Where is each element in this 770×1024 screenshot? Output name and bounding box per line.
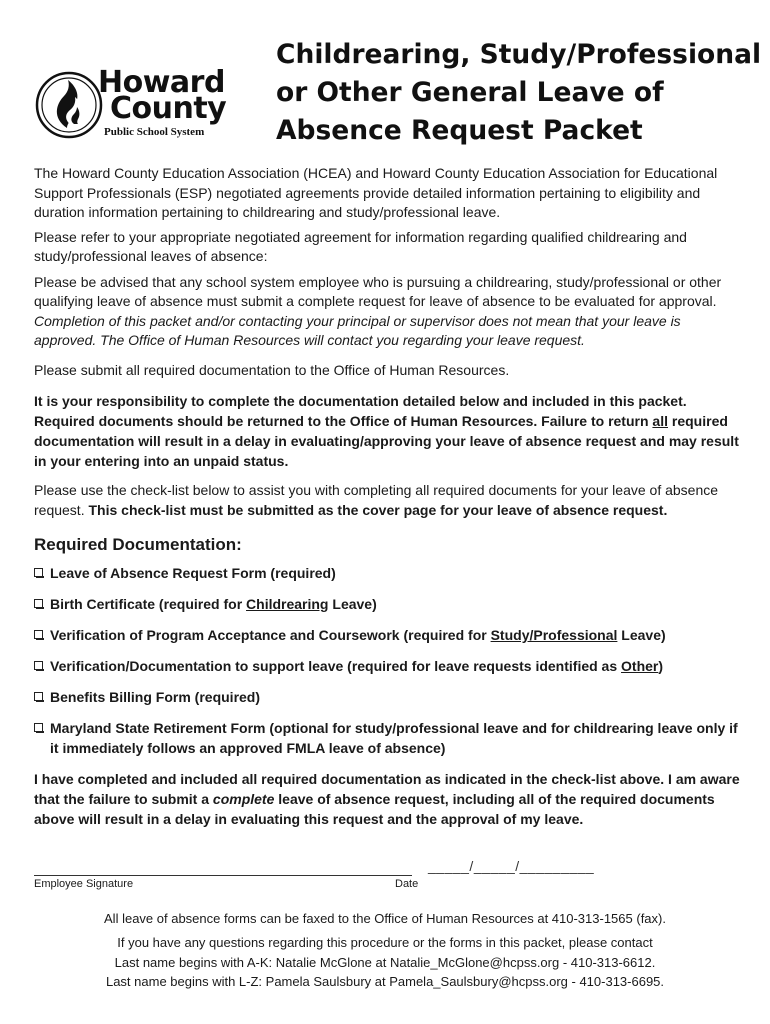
checkbox-icon[interactable]: [34, 692, 43, 701]
checklist-item[interactable]: [34, 656, 746, 676]
intro-paragraph-agreements: The Howard County Education Association (HCEA) and Howard County Education Association for Educational Support Professionals (ESP) negotiated agreements provide detailed information pertaining to eligibility and duration information pertaining to childrearing and study/professional leave.: [34, 165, 718, 220]
checkbox-icon[interactable]: [34, 661, 43, 670]
logo-subtitle: Public School System: [104, 126, 205, 138]
fax-instructions: All leave of absence forms can be faxed to the Office of Human Resources at 410-313-1565 (fax).: [104, 911, 666, 926]
acknowledgement-statement: [34, 769, 746, 829]
checklist-item-underlined: Other: [621, 658, 659, 674]
required-documents-checklist: [34, 563, 746, 758]
checklist-item-text-end: Leave): [617, 627, 666, 643]
responsibility-paragraph: [34, 391, 746, 471]
checklist-item-text: Maryland State Retirement Form (optional for study/professional leave and for childrearing leave only if it immediately follows an approved FMLA leave of absence): [50, 720, 738, 756]
logo-wordmark-howard: Howard: [98, 65, 225, 100]
checklist-item-text: Verification of Program Acceptance and Coursework (required for: [50, 627, 491, 643]
checklist-item-text-end: ): [658, 658, 664, 674]
contact-intro: If you have any questions regarding this procedure or the forms in this packet, please contact: [117, 935, 653, 950]
intro-paragraph-submit: Please submit all required documentation to the Office of Human Resources.: [34, 361, 510, 378]
checklist-item-text: Leave of Absence Request Form (required): [50, 565, 336, 581]
title-line: Childrearing, Study/Professional: [276, 39, 762, 70]
advised-text: Please be advised that any school system employee who is pursuing a childrearing, study/professional or other qualifying leave of absence must submit a complete request for leave of absence to be evaluated for approval.: [34, 273, 722, 309]
checkbox-icon[interactable]: [34, 630, 43, 639]
title-line: or Other General Leave of: [276, 77, 664, 108]
checklist-item-underlined: Study/Professional: [490, 627, 618, 643]
responsibility-underlined-all: all: [652, 413, 668, 429]
logo-wordmark-county: County: [110, 91, 227, 126]
acknowledgement-italic-complete: complete: [212, 791, 275, 807]
checklist-item[interactable]: [34, 718, 746, 758]
acknowledgement-text-after: leave of absence request, including all of the required documents above will result in a delay in evaluating this request and the approval of my leave.: [34, 791, 715, 827]
employee-signature-line[interactable]: [34, 875, 412, 876]
checklist-item-text: Birth Certificate (required for: [50, 596, 247, 612]
intro-paragraph-refer: Please refer to your appropriate negotiated agreement for information regarding qualified childrearing and study/professional leaves of absence:: [34, 228, 687, 264]
responsibility-text-after: required documentation will result in a delay in evaluating/approving your leave of absence request and may result in your entering into an unpaid status.: [34, 413, 739, 469]
contact-l-z: Last name begins with L-Z: Pamela Saulsbury at Pamela_Saulsbury@hcpss.org - 410-313-6695.: [105, 974, 665, 989]
checklist-item[interactable]: [34, 594, 746, 614]
checkbox-icon[interactable]: [34, 599, 43, 608]
checkbox-icon[interactable]: [34, 723, 43, 732]
title-line: Absence Request Packet: [276, 115, 643, 146]
acknowledgement-text-before: I have completed and included all required documentation as indicated in the check-list above. I am aware that the failure to submit a: [34, 771, 740, 807]
checklist-item[interactable]: [34, 563, 746, 583]
checklist-item-text-end: Leave): [328, 596, 377, 612]
torch-flame-icon: [34, 70, 104, 140]
checklist-instructions-text: Please use the check-list below to assist you with completing all required documents for your leave of absence request.: [34, 482, 719, 518]
employee-signature-label: Employee Signature: [34, 878, 134, 890]
document-body: [34, 164, 746, 829]
footer-contact-info: [0, 910, 770, 992]
advised-italic-note: Completion of this packet and/or contacting your principal or supervisor does not mean that your leave is approved. The Office of Human Resources will contact you regarding your leave request.: [34, 312, 681, 348]
checklist-item[interactable]: [34, 687, 746, 707]
checklist-item-text: Benefits Billing Form (required): [50, 689, 261, 705]
hcpss-logo: [34, 64, 260, 144]
checklist-instructions: [34, 481, 746, 520]
checklist-cover-page-note: This check-list must be submitted as the cover page for your leave of absence request.: [88, 501, 668, 518]
checklist-item-text: Verification/Documentation to support leave (required for leave requests identified as: [50, 658, 622, 674]
document-title: [276, 36, 762, 150]
checkbox-icon[interactable]: [34, 568, 43, 577]
required-documentation-heading: Required Documentation:: [34, 535, 242, 554]
intro-paragraph-advised: [34, 273, 746, 351]
contact-a-k: Last name begins with A-K: Natalie McGlone at Natalie_McGlone@hcpss.org - 410-313-6612.: [114, 954, 656, 970]
checklist-item-underlined: Childrearing: [246, 596, 329, 612]
checklist-item[interactable]: [34, 625, 746, 645]
responsibility-text-before: It is your responsibility to complete the documentation detailed below and included in this packet. Required documents should be returned to the Office of Human Resources. Failure to return: [34, 393, 687, 429]
date-label: Date: [395, 878, 419, 890]
date-field[interactable]: _____/_____/_________: [428, 858, 595, 874]
